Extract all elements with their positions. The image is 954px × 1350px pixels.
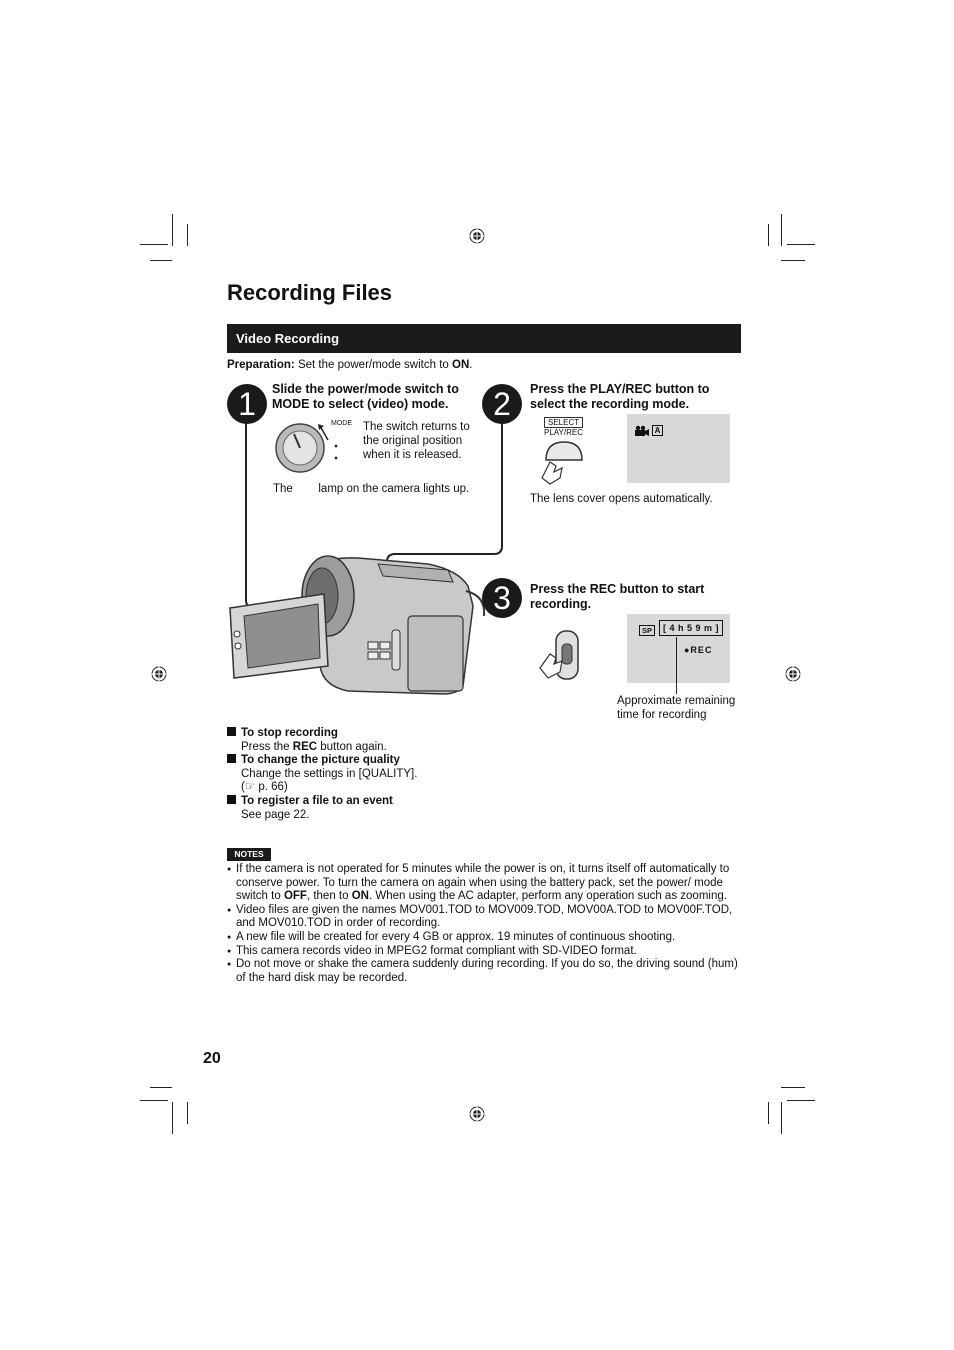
note-item: ● Do not move or shake the camera suddenly during recording. If you do so, the driving sound (hum) of the hard disk may be recorded.: [227, 958, 743, 985]
step-3-title: [530, 582, 704, 612]
switch-note-line: The switch returns to: [363, 421, 470, 433]
tip-heading: To stop recording: [241, 727, 338, 739]
registration-mark-icon: [151, 666, 167, 682]
registration-mark-icon: [785, 666, 801, 682]
tip-page-reference[interactable]: (☞ p. 66): [241, 781, 288, 794]
tip-heading: To change the picture quality: [241, 754, 400, 767]
rec-indicator: ●REC: [684, 645, 713, 655]
step-2-number: 2: [482, 384, 522, 424]
preparation-line: [227, 359, 472, 371]
note-text: , then to: [306, 890, 352, 903]
step-1-number: 1: [227, 384, 267, 424]
preparation-bold: ON: [452, 359, 470, 371]
remaining-time-readout: [ 4 h 5 9 m ]: [659, 620, 723, 636]
tip-register-event: [227, 795, 417, 822]
tip-text: See page 22.: [241, 808, 310, 821]
tip-bold: REC: [292, 740, 318, 753]
mode-label: MODE: [331, 420, 352, 427]
page-number: 20: [203, 1050, 221, 1067]
playrec-button-press-icon: [536, 438, 588, 488]
playrec-button-label: PLAY/REC: [544, 428, 583, 437]
page-title: Recording Files: [227, 280, 393, 305]
rec-button-press-icon: [538, 628, 582, 682]
note-text: If the camera is not operated for 5 minutes while the power is on, it turns itself off automatically to conserve power. To turn the camera on again when using the battery pack, set the power/ mode switch to: [236, 863, 730, 903]
lamp-note: The lamp on the camera lights up.: [273, 483, 470, 495]
callout-line-text: Approximate remaining: [617, 695, 736, 707]
step-3-title-line2: recording.: [530, 597, 592, 611]
tips-list: [227, 727, 417, 822]
tip-heading: To register a file to an event: [241, 794, 393, 807]
preparation-end: .: [469, 359, 473, 371]
switch-note: [363, 420, 470, 462]
registration-mark-icon: [469, 228, 485, 244]
notes-list: [227, 863, 743, 985]
auto-mode-icon: A: [652, 425, 663, 436]
section-title: Video Recording: [236, 331, 340, 346]
step-2-title-line1: Press the PLAY/REC button to: [530, 382, 710, 396]
tip-text: Change the settings in [QUALITY].: [241, 767, 418, 780]
note-item: ● This camera records video in MPEG2 format compliant with SD-VIDEO format.: [227, 945, 743, 959]
tip-picture-quality: [227, 754, 417, 795]
tip-text: Press the: [241, 740, 293, 753]
tip-text: button again.: [317, 740, 387, 753]
preparation-label: Preparation:: [227, 359, 295, 371]
power-mode-dial-icon: [272, 420, 362, 480]
step-2-title-line2: select the recording mode.: [530, 397, 690, 411]
section-bar: [227, 324, 741, 353]
callout-line-text: time for recording: [617, 709, 707, 721]
registration-mark-icon: [469, 1106, 485, 1122]
callout-line: [676, 637, 677, 694]
step-1-title-line2: MODE to select (video) mode.: [272, 397, 449, 411]
step-2-title: [530, 382, 709, 412]
quality-badge: SP: [639, 625, 655, 636]
notes-badge: NOTES: [227, 848, 271, 861]
note-item: ● A new file will be created for every 4 GB or approx. 19 minutes of continuous shooting.: [227, 931, 743, 945]
select-button-label: SELECT: [544, 417, 583, 428]
video-camera-icon: [634, 425, 650, 436]
remaining-time-callout: [617, 694, 735, 722]
note-text: . When using the AC adapter, perform any operation such as zooming.: [368, 890, 727, 903]
camcorder-illustration: [228, 546, 508, 696]
note-item: [227, 863, 743, 904]
step-1-title: [272, 382, 459, 412]
note-bold: ON: [351, 890, 369, 903]
switch-note-line: the original position: [363, 435, 463, 447]
step-1-title-line1: Slide the power/mode switch to: [272, 382, 459, 396]
tip-stop-recording: [227, 727, 417, 754]
step-3-number: 3: [482, 578, 522, 618]
note-bold: OFF: [283, 890, 307, 903]
switch-note-line: when it is released.: [363, 449, 462, 461]
note-item: ● Video files are given the names MOV001.TOD to MOV009.TOD, MOV00A.TOD to MOV00F.TOD, and MOV010.TOD in order of recording.: [227, 904, 743, 931]
preparation-text: Set the power/mode switch to: [294, 359, 452, 371]
step-3-title-line1: Press the REC button to start: [530, 582, 705, 596]
lens-cover-note: The lens cover opens automatically.: [530, 493, 713, 505]
